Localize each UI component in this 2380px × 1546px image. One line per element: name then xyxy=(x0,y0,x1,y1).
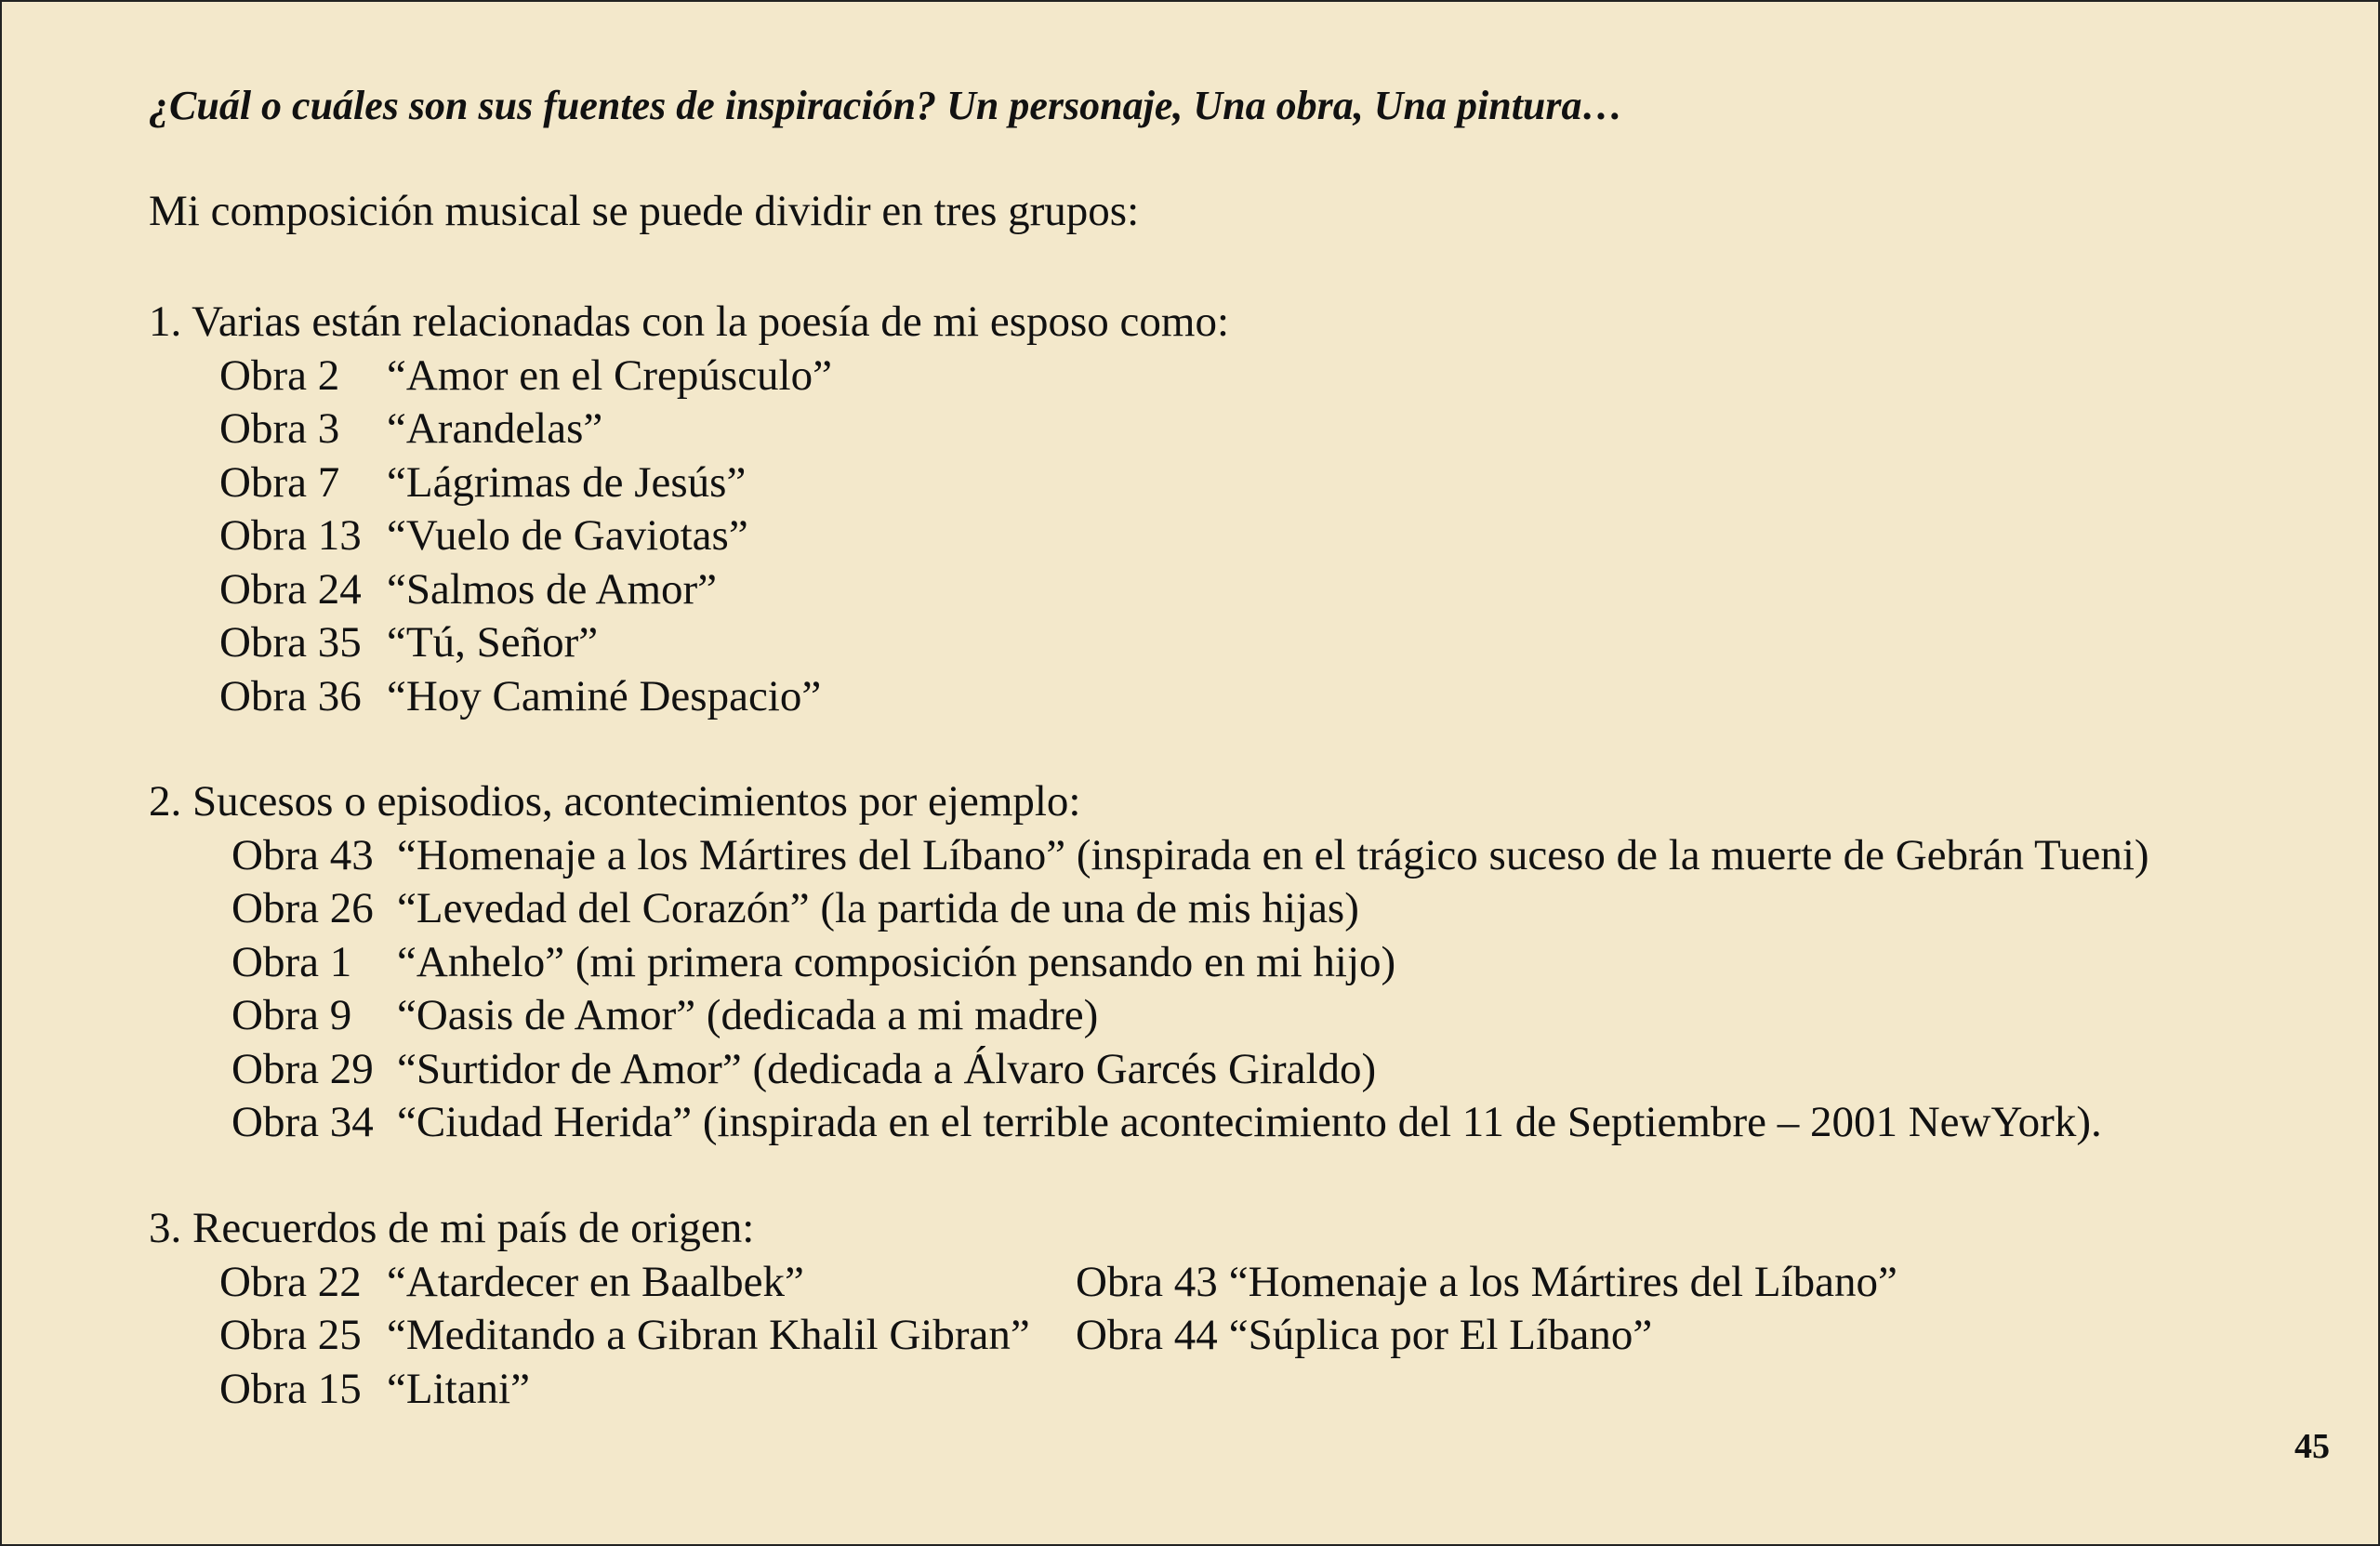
work-item xyxy=(219,509,1229,563)
work-title: “Arandelas” xyxy=(387,404,603,453)
work-title: “Homenaje a los Mártires del Líbano” xyxy=(1228,1257,1897,1306)
group-events xyxy=(149,775,2149,1150)
work-title: “Lágrimas de Jesús” xyxy=(387,457,747,507)
work-title: “Anhelo” (mi primera composición pensando en mi hijo) xyxy=(397,937,1396,986)
group-title: 2. Sucesos o episodios, acontecimientos por ejemplo: xyxy=(149,777,1081,826)
work-number: Obra 24 xyxy=(219,564,362,614)
works-list xyxy=(149,829,2149,1150)
work-title: “Ciudad Herida” (inspirada en el terrible acontecimiento del 11 de Septiembre – 2001 NewYork). xyxy=(397,1098,2102,1146)
work-number: Obra 36 xyxy=(219,671,362,720)
work-item xyxy=(231,936,2149,990)
work-number: Obra 3 xyxy=(219,404,340,453)
work-number: Obra 29 xyxy=(231,1044,374,1093)
works-list xyxy=(149,350,1229,724)
work-number: Obra 43 xyxy=(1076,1257,1218,1306)
work-title: “Hoy Caminé Despacio” xyxy=(387,671,822,720)
group-origin xyxy=(149,1202,1897,1416)
work-title: “Atardecer en Baalbek” xyxy=(387,1257,804,1306)
work-item xyxy=(231,829,2149,883)
work-number: Obra 43 xyxy=(231,830,374,879)
question-heading: ¿Cuál o cuáles son sus fuentes de inspiración? Un personaje, Una obra, Una pintura… xyxy=(149,83,1623,128)
work-title: “Tú, Señor” xyxy=(387,618,599,667)
work-number: Obra 9 xyxy=(231,991,352,1039)
work-title: “Oasis de Amor” (dedicada a mi madre) xyxy=(397,991,1099,1039)
works-list-right xyxy=(1076,1256,1897,1417)
work-number: Obra 22 xyxy=(219,1257,362,1306)
work-item xyxy=(231,1096,2149,1150)
work-title: “Súplica por El Líbano” xyxy=(1228,1311,1653,1359)
work-item xyxy=(219,1309,1076,1363)
work-number: Obra 1 xyxy=(231,937,352,986)
work-item xyxy=(219,403,1229,456)
group-title: 1. Varias están relacionadas con la poesía de mi esposo como: xyxy=(149,297,1230,346)
intro-paragraph: Mi composición musical se puede dividir en tres grupos: xyxy=(149,187,1140,235)
work-number: Obra 44 xyxy=(1076,1311,1218,1359)
work-title: “Amor en el Crepúsculo” xyxy=(387,350,832,400)
work-item xyxy=(219,616,1229,670)
work-item xyxy=(219,1363,1076,1417)
work-item xyxy=(231,989,2149,1043)
work-item xyxy=(219,350,1229,403)
works-columns xyxy=(149,1256,1897,1417)
work-number: Obra 7 xyxy=(219,457,340,507)
work-item xyxy=(231,1043,2149,1097)
work-title: “Levedad del Corazón” (la partida de una de mis hijas) xyxy=(397,884,1359,932)
work-title: “Surtidor de Amor” (dedicada a Álvaro Garcés Giraldo) xyxy=(397,1044,1377,1093)
work-number: Obra 2 xyxy=(219,350,340,400)
work-item xyxy=(219,563,1229,617)
work-number: Obra 25 xyxy=(219,1311,362,1359)
work-item xyxy=(231,882,2149,936)
work-title: “Meditando a Gibran Khalil Gibran” xyxy=(387,1311,1030,1359)
work-item xyxy=(219,456,1229,510)
work-title: “Salmos de Amor” xyxy=(387,564,718,614)
work-number: Obra 26 xyxy=(231,884,374,932)
work-item xyxy=(1076,1309,1897,1363)
work-title: “Homenaje a los Mártires del Líbano” (inspirada en el trágico suceso de la muerte de Gebrán Tueni) xyxy=(397,830,2149,879)
work-title: “Vuelo de Gaviotas” xyxy=(387,511,748,560)
work-number: Obra 15 xyxy=(219,1364,362,1413)
work-number: Obra 35 xyxy=(219,618,362,667)
work-item xyxy=(1076,1256,1897,1310)
group-poetry xyxy=(149,296,1229,723)
work-item xyxy=(219,1256,1076,1310)
work-item xyxy=(219,670,1229,724)
work-title: “Litani” xyxy=(387,1364,530,1413)
page-number: 45 xyxy=(2294,1427,2330,1466)
works-list-left xyxy=(149,1256,1076,1417)
group-title: 3. Recuerdos de mi país de origen: xyxy=(149,1204,755,1252)
work-number: Obra 34 xyxy=(231,1098,374,1146)
work-number: Obra 13 xyxy=(219,511,362,560)
